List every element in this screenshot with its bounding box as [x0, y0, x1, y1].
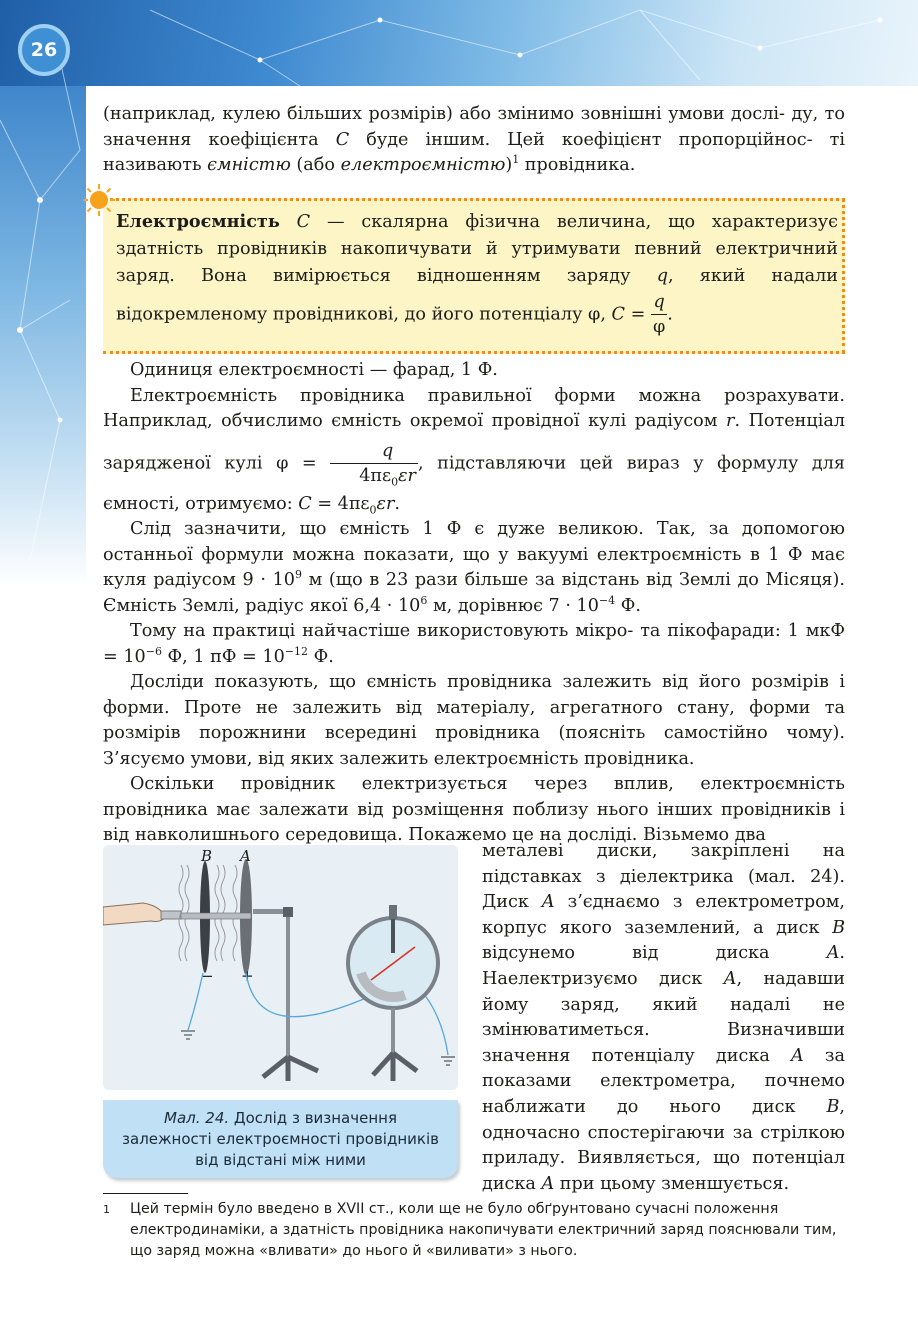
intro-paragraph: (наприклад, кулею більших розмірів) або змінимо зовнішні умови дослі- ду, то значення коефіцієнта C буде іншим. Цей коефіцієнт пропорційнос- ті називають ємністю (або електроємністю)$^1$ провідника. [103, 104, 845, 175]
figure-caption: Мал. 24. Дослід з визначення залежності електроємності провідників від відстані між ними [103, 1100, 458, 1178]
experiment-illustration [103, 845, 458, 1090]
page-number-badge [18, 24, 70, 76]
sun-icon [82, 183, 116, 217]
because-paragraph: Оскільки провідник електризується через вплив, електроємність провідника має залежати від розміщення поблизу нього інших провідників і від навколишнього середовища. Покажемо це на досліді. Візьмемо два [103, 774, 845, 845]
term-electrocapacity: електроємністю [340, 155, 506, 175]
calc-paragraph: Електроємність провідника правильної форми можна розрахувати. Наприклад, обчислимо ємність окремої провідної кулі радіусом r. Потенціал зарядженої кулі φ = $\frac{q}{4\pi\varepsilon_0\varepsilon r}$ , підставляючи цей вираз у формулу для ємності, отримуємо: $C = 4\pi\varepsilon_0\varepsilon r$. [103, 385, 845, 517]
footnote-divider [103, 1193, 188, 1194]
practice-paragraph: Тому на практиці найчастіше використовують мікро- та пікофаради: 1 мкФ = $10^{-6}$ Ф, 1 пФ = $10^{-12}$ Ф. [103, 621, 845, 667]
definition-term: Електроємність [116, 211, 280, 232]
main-body [103, 358, 845, 849]
footnote-ref[interactable]: 1 [512, 153, 520, 167]
footnote-number: 1 [103, 1203, 110, 1216]
definition-text: Електроємність C — скалярна фізична величина, що характеризує здатність провідників накопичувати й утримувати певний електричний заряд. Вона вимірюється відношенням заряду q, який надали відокремленому провідникові, до його потенціалу φ, C = $\frac{q}{\varphi}$ . [116, 211, 838, 337]
capacity-formula: $\frac{q}{\varphi}$ [652, 292, 666, 337]
footnote-text: Цей термін було введено в XVII ст., коли ще не було обґрунтовано сучасні положення електродинаміки, а здатність провідника накопичувати електричний заряд пояснювали тим, що заряд можна «вливати» до нього й «виливати» з нього. [130, 1201, 837, 1259]
right-column-text: металеві диски, закріплені на підставках з діелектрика (мал. 24). Диск A з’єднаємо з електрометром, корпус якого заземлений, а диск B відсунемо від диска A. Наелектризуємо диск A, надавши йому заряд, який надалі не змінюватиметься. Визначивши значення потенціалу диска A за показами електрометра, почнемо наближати до нього диск B, одночасно спостерігаючи за стрілкою приладу. Виявляється, що потенціал диска A при цьому зменшується. [482, 841, 846, 1194]
footnote [103, 1199, 848, 1262]
big-capacity-paragraph: Слід зазначити, що ємність 1 Ф є дуже великою. Так, за допомогою останньої формули можна показати, що у вакуумі електроємність в 1 Ф має куля радіусом $9 \cdot 10^9$ м (що в 23 рази більше за відстань від Землі до Місяця). Ємність Землі, радіус якої $6,4 \cdot 10^6$ м, дорівнює $7 \cdot 10^{-4}$ Ф. [103, 519, 845, 616]
term-capacity: ємністю [207, 155, 291, 175]
minus-sign: − [201, 967, 214, 985]
disc-b-label: B [201, 847, 213, 865]
experiments-paragraph: Досліди показують, що ємність провідника залежить від його розмірів і форми. Проте не залежить від матеріалу, агрегатного стану, форми та розмірів порожнини всередині провідника (поясніть самостійно чому). З’ясуємо умови, від яких залежить електроємність провідника. [103, 672, 845, 769]
page-number: 26 [30, 39, 58, 61]
caption-label: Мал. 24. [164, 1108, 230, 1127]
unit-paragraph: Одиниця електроємності — фарад, 1 Ф. [130, 360, 498, 380]
plus-sign: + [241, 967, 254, 985]
side-background-lower [0, 586, 86, 1332]
potential-formula: $\frac{q}{4\pi\varepsilon_0\varepsilon r}$ [330, 439, 418, 488]
disc-a-label: A [240, 847, 251, 865]
